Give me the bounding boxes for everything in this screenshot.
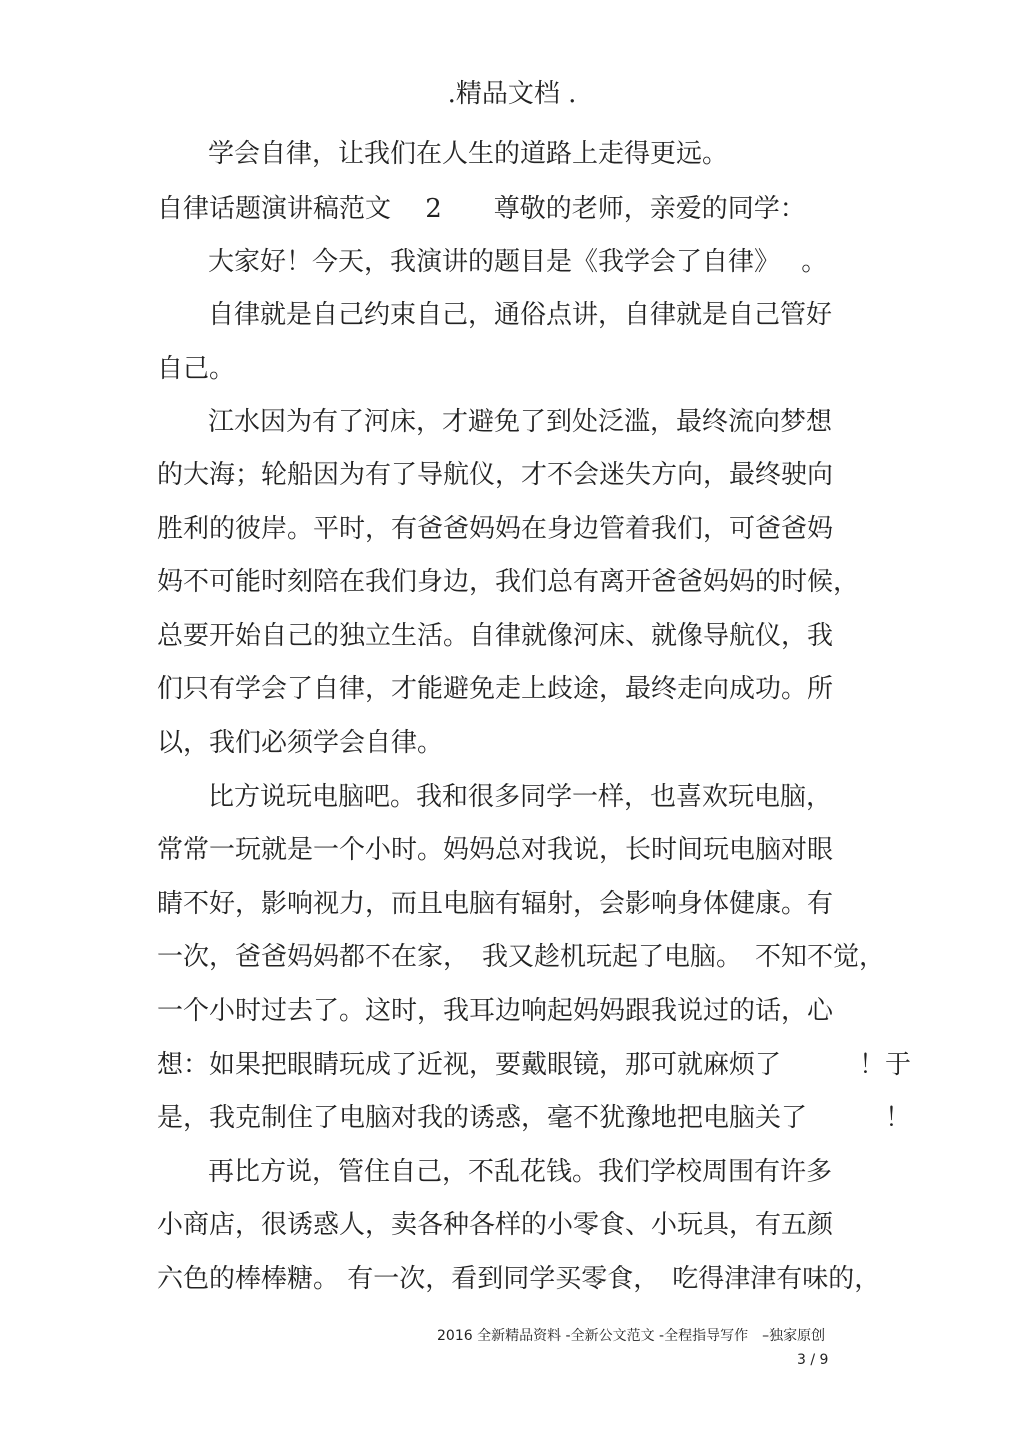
text-line: 学会自律，让我们在人生的道路上走得更远。 [208, 139, 729, 169]
text-line: 想：如果把眼睛玩成了近视，要戴眼镜，那可就麻烦了 ！于 [157, 1050, 912, 1080]
text-line: 妈不可能时刻陪在我们身边，我们总有离开爸爸妈妈的时候， [157, 567, 860, 597]
text-line: 一次，爸爸妈妈都不在家， 我又趁机玩起了电脑。 不知不觉， [157, 942, 886, 972]
page-header: .精品文档 . [447, 79, 577, 109]
footer-note: 2016 全新精品资料 -全新公文范文 -全程指导写作 –独家原创 [437, 1328, 826, 1344]
text-line: 的大海；轮船因为有了导航仪，才不会迷失方向，最终驶向 [157, 460, 834, 490]
text-line: 江水因为有了河床，才避免了到处泛滥，最终流向梦想 [208, 407, 833, 437]
text-line: 是，我克制住了电脑对我的诱惑，毫不犹豫地把电脑关了 ！ [157, 1103, 912, 1133]
text-line: 常常一玩就是一个小时。妈妈总对我说，长时间玩电脑对眼 [157, 835, 834, 865]
text-line: 再比方说，管住自己，不乱花钱。我们学校周围有许多 [208, 1157, 833, 1187]
text-line: 总要开始自己的独立生活。自律就像河床、就像导航仪，我 [157, 621, 834, 651]
text-line: 小商店，很诱惑人，卖各种各样的小零食、小玩具，有五颜 [157, 1210, 834, 1240]
text-line: 一个小时过去了。这时，我耳边响起妈妈跟我说过的话，心 [157, 996, 834, 1026]
text-line: 自律话题演讲稿范文 2 尊敬的老师，亲爱的同学： [157, 194, 806, 224]
text-line: 自己。 [157, 354, 236, 384]
text-line: 大家好！今天，我演讲的题目是《我学会了自律》 。 [208, 247, 828, 277]
text-line: 自律就是自己约束自己，通俗点讲，自律就是自己管好 [208, 300, 833, 330]
text-line: 胜利的彼岸。平时，有爸爸妈妈在身边管着我们，可爸爸妈 [157, 514, 834, 544]
text-line: 以，我们必须学会自律。 [157, 728, 444, 758]
text-line: 们只有学会了自律，才能避免走上歧途，最终走向成功。所 [157, 674, 834, 704]
text-line: 睛不好，影响视力，而且电脑有辐射，会影响身体健康。有 [157, 889, 834, 919]
page-number: 3 / 9 [797, 1352, 829, 1368]
text-line: 六色的棒棒糖。 有一次，看到同学买零食， 吃得津津有味的， [157, 1264, 881, 1294]
text-line: 比方说玩电脑吧。我和很多同学一样，也喜欢玩电脑， [208, 782, 833, 812]
